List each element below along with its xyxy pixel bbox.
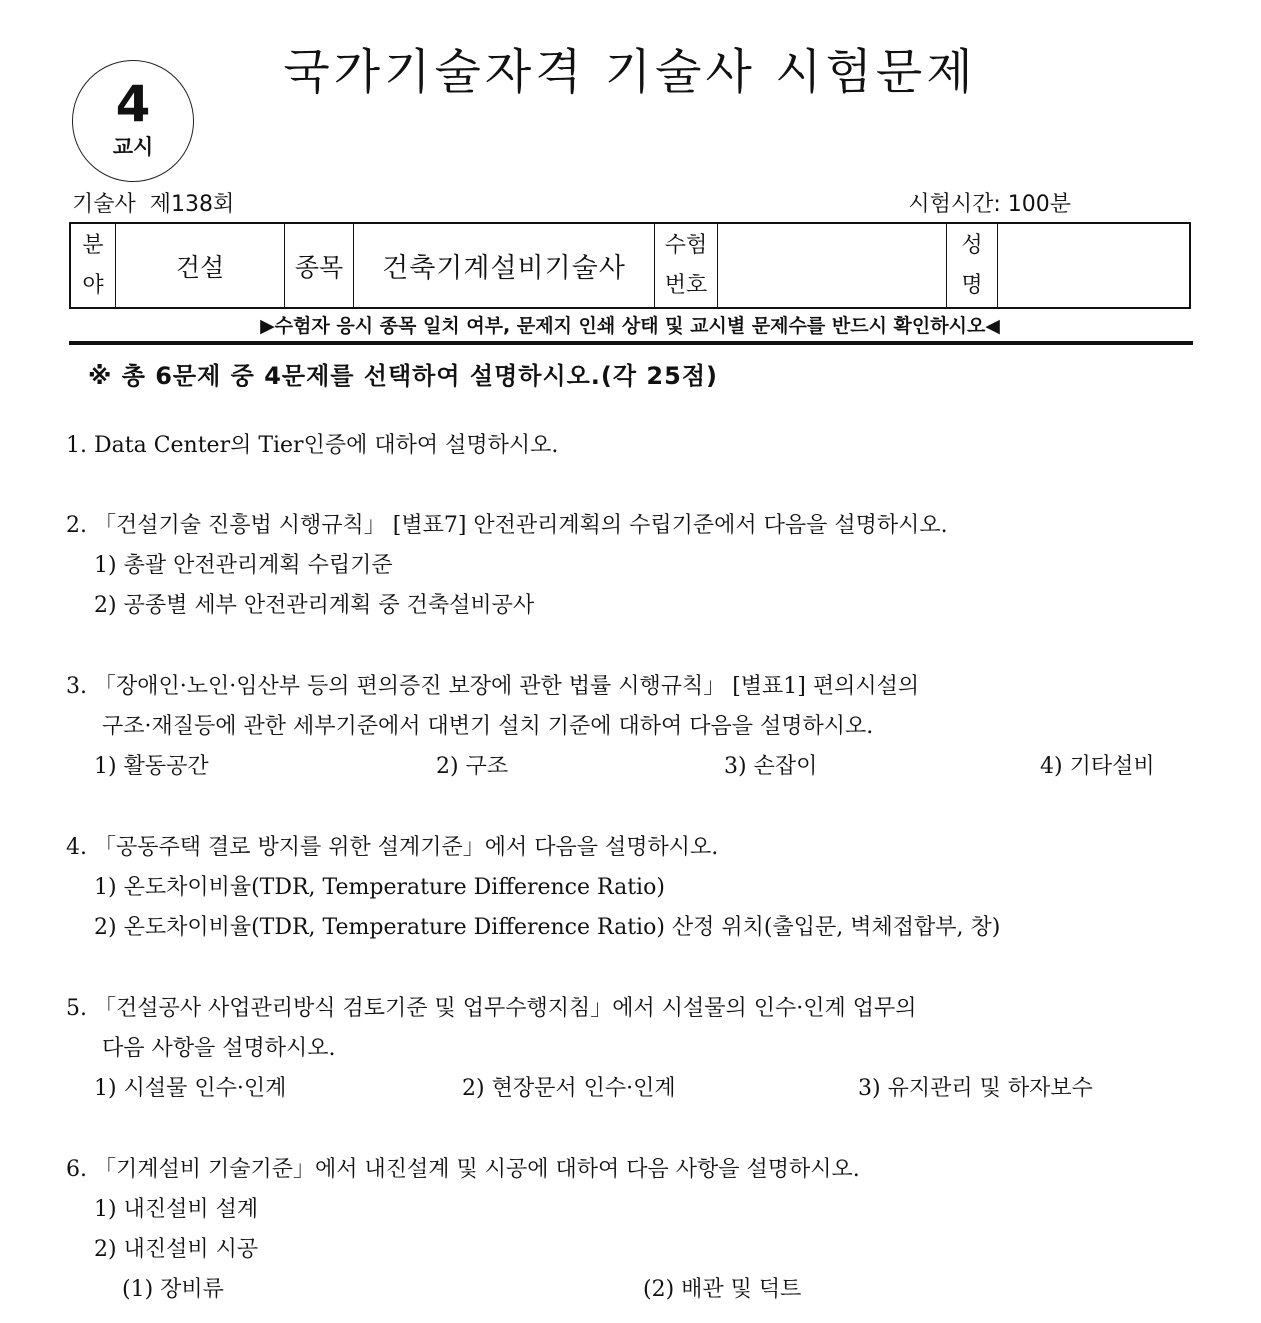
question-4-sub-2: 2) 온도차이비율(TDR, Temperature Difference Ratio) 산정 위치(출입문, 벽체접합부, 창): [94, 915, 1001, 940]
field-label-cell: [70, 223, 116, 308]
category-value: 건축기계설비기술사: [354, 223, 655, 308]
question-6-text: 6. 「기계설비 기술기준」에서 내진설계 및 시공에 대하여 다음 사항을 설명하시오.: [66, 1157, 860, 1182]
question-2-sub-1: 1) 총괄 안전관리계획 수립기준: [94, 553, 393, 578]
question-5: [66, 989, 917, 1069]
name-label-bottom: 명: [961, 272, 983, 298]
question-6-item: (2) 배관 및 덕트: [643, 1277, 802, 1302]
question-2: [66, 506, 948, 626]
exam-round: 기술사 제138회: [72, 192, 235, 217]
name-field[interactable]: [998, 223, 1191, 308]
exam-title: 국가기술자격 기술사 시험문제: [283, 44, 977, 100]
header-divider: [69, 341, 1193, 345]
question-1-text: 1. Data Center의 Tier인증에 대하여 설명하시오.: [66, 433, 559, 458]
category-label: 종목: [285, 223, 354, 308]
check-notice: ▶수험자 응시 종목 일치 여부, 문제지 인쇄 상태 및 교시별 문제수를 반드시 확인하시오◀: [260, 315, 1000, 337]
question-5-item: 3) 유지관리 및 하자보수: [858, 1076, 1093, 1101]
exam-time: 시험시간: 100분: [908, 192, 1071, 217]
question-3-item: 3) 손잡이: [724, 754, 818, 779]
question-6-sub-2: 2) 내진설비 시공: [94, 1237, 259, 1262]
question-3-text: 3. 「장애인·노인·임산부 등의 편의증진 보장에 관한 법률 시행규칙」 [별표1] 편의시설의: [66, 674, 920, 699]
name-label-cell: [947, 223, 998, 308]
exam-info-table: [69, 222, 1191, 309]
question-3-item: 1) 활동공간: [94, 754, 209, 779]
exam-no-field[interactable]: [718, 223, 947, 308]
question-5-text-cont: 다음 사항을 설명하시오.: [102, 1036, 336, 1061]
question-5-text: 5. 「건설공사 사업관리방식 검토기준 및 업무수행지침」에서 시설물의 인수·인계 업무의: [66, 996, 917, 1021]
question-6: [66, 1150, 860, 1270]
question-4-text: 4. 「공동주택 결로 방지를 위한 설계기준」에서 다음을 설명하시오.: [66, 835, 719, 860]
session-label: 교시: [112, 135, 154, 159]
question-3: [66, 667, 919, 747]
exam-no-label-cell: [655, 223, 718, 308]
question-6-sub-1: 1) 내진설비 설계: [94, 1197, 259, 1222]
exam-no-label-top: 수험: [664, 232, 708, 258]
question-3-item: 4) 기타설비: [1040, 754, 1155, 779]
question-3-item: 2) 구조: [436, 754, 509, 779]
session-number: 4: [115, 75, 151, 133]
question-5-item: 1) 시설물 인수·인계: [94, 1076, 287, 1101]
field-label-bottom: 야: [82, 272, 104, 298]
question-5-item: 2) 현장문서 인수·인계: [462, 1076, 676, 1101]
question-3-text-cont: 구조·재질등에 관한 세부기준에서 대변기 설치 기준에 대하여 다음을 설명하시오.: [102, 714, 874, 739]
question-4: [66, 828, 1000, 948]
question-6-item: (1) 장비류: [122, 1277, 224, 1302]
instruction: ※ 총 6문제 중 4문제를 선택하여 설명하시오.(각 25점): [88, 362, 718, 390]
exam-no-label-bottom: 번호: [664, 272, 708, 298]
question-4-sub-1: 1) 온도차이비율(TDR, Temperature Difference Ratio): [94, 875, 665, 900]
session-badge: [72, 60, 194, 182]
field-value: 건설: [116, 223, 285, 308]
question-1: [66, 426, 558, 466]
question-2-sub-2: 2) 공종별 세부 안전관리계획 중 건축설비공사: [94, 593, 535, 618]
question-2-text: 2. 「건설기술 진흥법 시행규칙」 [별표7] 안전관리계획의 수립기준에서 다음을 설명하시오.: [66, 513, 948, 538]
field-label-top: 분: [82, 232, 104, 258]
name-label-top: 성: [961, 232, 983, 258]
